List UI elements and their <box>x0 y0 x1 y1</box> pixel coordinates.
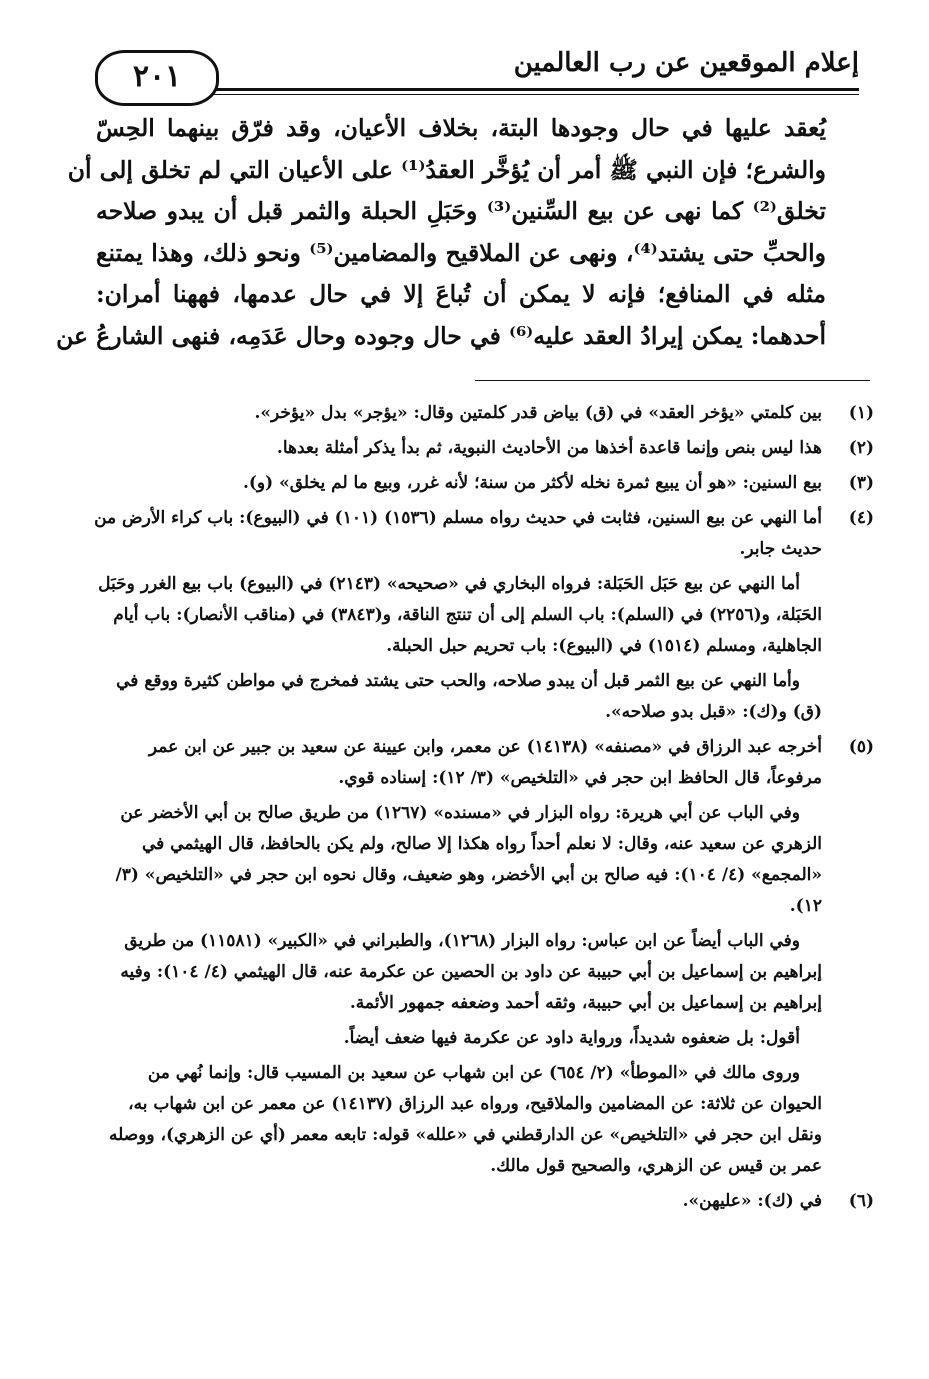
footnote-5 <box>94 732 874 1182</box>
footnote-number: (٣) <box>848 473 874 493</box>
body-line-rest: يمكن إيرادُ العقد عليه⁽⁶⁾ في حال وجوده وحال عَدَمِه، فنهى الشارعُ عن <box>56 321 751 350</box>
footnote-number: (٢) <box>848 438 874 458</box>
body-line: والحبِّ حتى يشتد⁽⁴⁾، ونهى عن الملاقيح والمضامين⁽⁵⁾ ونحو ذلك، وهذا يمتنع <box>96 238 826 267</box>
footnote-2 <box>94 433 874 464</box>
footnote-paragraph: وفي الباب عن أبي هريرة: رواه البزار في «مسنده» (١٢٦٧) من طريق صالح بن أبي الأخضر عن الزهري عن سعيد عنه، وقال: لا نعلم أحداً رواه هكذا إلا صالح، ولم يكن بالحافظ، قال الهيثمي في «المجمع» (٤/ ١٠٤): فيه صالح بن أبي الأخضر، وهو ضعيف، وقال نحوه ابن حجر في «التلخيص» (٣/ ١٢). <box>115 803 822 916</box>
main-text <box>56 108 827 357</box>
footnote-text: أخرجه عبد الرزاق في «مصنفه» (١٤١٣٨) عن معمر، وابن عيينة عن سعيد بن جبير عن ابن عمر مرفوعاً، قال الحافظ ابن حجر في «التلخيص» (٣/ ١٢): إسناده قوي. <box>148 737 822 788</box>
body-line: تخلق⁽²⁾ كما نهى عن بيع السِّنين⁽³⁾ وحَبَلِ الحبلة والثمر قبل أن يبدو صلاحه <box>96 197 827 225</box>
footnote-number: (٦) <box>848 1191 874 1211</box>
body-line-last <box>56 316 826 358</box>
bold-term: أحدهما: <box>750 321 826 350</box>
footnote-paragraph: أما النهي عن بيع حَبَل الحَبَلة: فرواه البخاري في «صحيحه» (٢١٤٣) في (البيوع) باب بيع الغرر وحَبَل الحَبَلة، و(٢٢٥٦) في (السلم): باب السلم إلى أن تنتج الناقة، و(٣٨٤٣) في (مناقب الأنصار): باب أيام الجاهلية، ومسلم (١٥١٤) في (البيوع): باب تحريم حبل الحبلة. <box>98 574 822 656</box>
body-line: مثله في المنافع؛ فإنه لا يمكن أن تُباعَ إلا في حال عدمها، فههنا أمران: <box>96 280 826 308</box>
book-title: إعلام الموقعين عن رب العالمين <box>513 48 859 78</box>
footnote-4 <box>94 503 874 728</box>
footnote-1 <box>94 398 874 429</box>
footnote-text: في (ك): «عليهن». <box>682 1191 822 1211</box>
header-rule-thin <box>205 94 859 95</box>
footnote-paragraph: وفي الباب أيضاً عن ابن عباس: رواه البزار (١٢٦٨)، والطبراني في «الكبير» (١١٥٨١) من طريق إبراهيم بن إسماعيل بن أبي حبيبة عن داود بن الحصين عن عكرمة عنه، قال الهيثمي (٤/ ١٠٤): وفيه إبراهيم بن إسماعيل بن أبي حبيبة، وثقه أحمد وضعفه جمهور الأئمة. <box>120 931 822 1013</box>
footnote-6 <box>94 1186 874 1217</box>
footnote-paragraph: أقول: بل ضعفوه شديداً، ورواية داود عن عكرمة فيها ضعف أيضاً. <box>343 1028 800 1048</box>
footnote-paragraph: وروى مالك في «الموطأ» (٢/ ٦٥٤) عن ابن شهاب عن سعيد بن المسيب قال: وإنما نُهي من الحيوان عن ثلاثة: عن المضامين والملاقيح، ورواه عبد الرزاق (١٤١٣٧) عن معمر عن ابن شهاب به، ونقل ابن حجر في «التلخيص» عن الدارقطني في «علله» قوله: تابعه معمر (أي عن الزهري)، ووصله عمر بن قيس عن الزهري، والصحيح قول مالك. <box>108 1063 822 1176</box>
footnote-number: (٥) <box>848 737 874 757</box>
footnote-text: هذا ليس بنص وإنما قاعدة أخذها من الأحاديث النبوية، ثم بدأ يذكر أمثلة بعدها. <box>276 438 822 458</box>
body-line: يُعقد عليها في حال وجودها البتة، بخلاف الأعيان، وقد فرّق بينهما الحِسّ <box>96 114 826 142</box>
running-header <box>95 44 859 102</box>
body-line: والشرع؛ فإن النبي ﷺ أمر أن يُؤخَّر العقدُ⁽¹⁾ على الأعيان التي لم تخلق إلى أن <box>67 155 826 184</box>
footnote-3 <box>94 468 874 499</box>
footnote-text: أما النهي عن بيع السنين، فثابت في حديث رواه مسلم (١٥٣٦) (١٠١) في (البيوع): باب كراء الأرض من حديث جابر. <box>94 508 822 559</box>
footnote-separator <box>475 380 870 381</box>
footnote-text: بيع السنين: «هو أن يبيع ثمرة نخله لأكثر من سنة؛ لأنه غرر، وبيع ما لم يخلق» (و). <box>242 473 822 493</box>
footnote-number: (٤) <box>848 508 874 528</box>
header-rule <box>205 88 859 91</box>
footnote-paragraph: وأما النهي عن بيع الثمر قبل أن يبدو صلاحه، والحب حتى يشتد فمخرج في مواطن كثيرة ووقع في (ق) و(ك): «قبل بدو صلاحه». <box>116 671 822 722</box>
footnote-text: بين كلمتي «يؤخر العقد» في (ق) بياض قدر كلمتين وقال: «يؤجر» بدل «يؤخر». <box>254 403 822 423</box>
page-number: ٢٠١ <box>132 59 182 94</box>
footnotes <box>94 398 874 1221</box>
page-number-frame <box>95 50 219 106</box>
footnote-number: (١) <box>848 403 874 423</box>
